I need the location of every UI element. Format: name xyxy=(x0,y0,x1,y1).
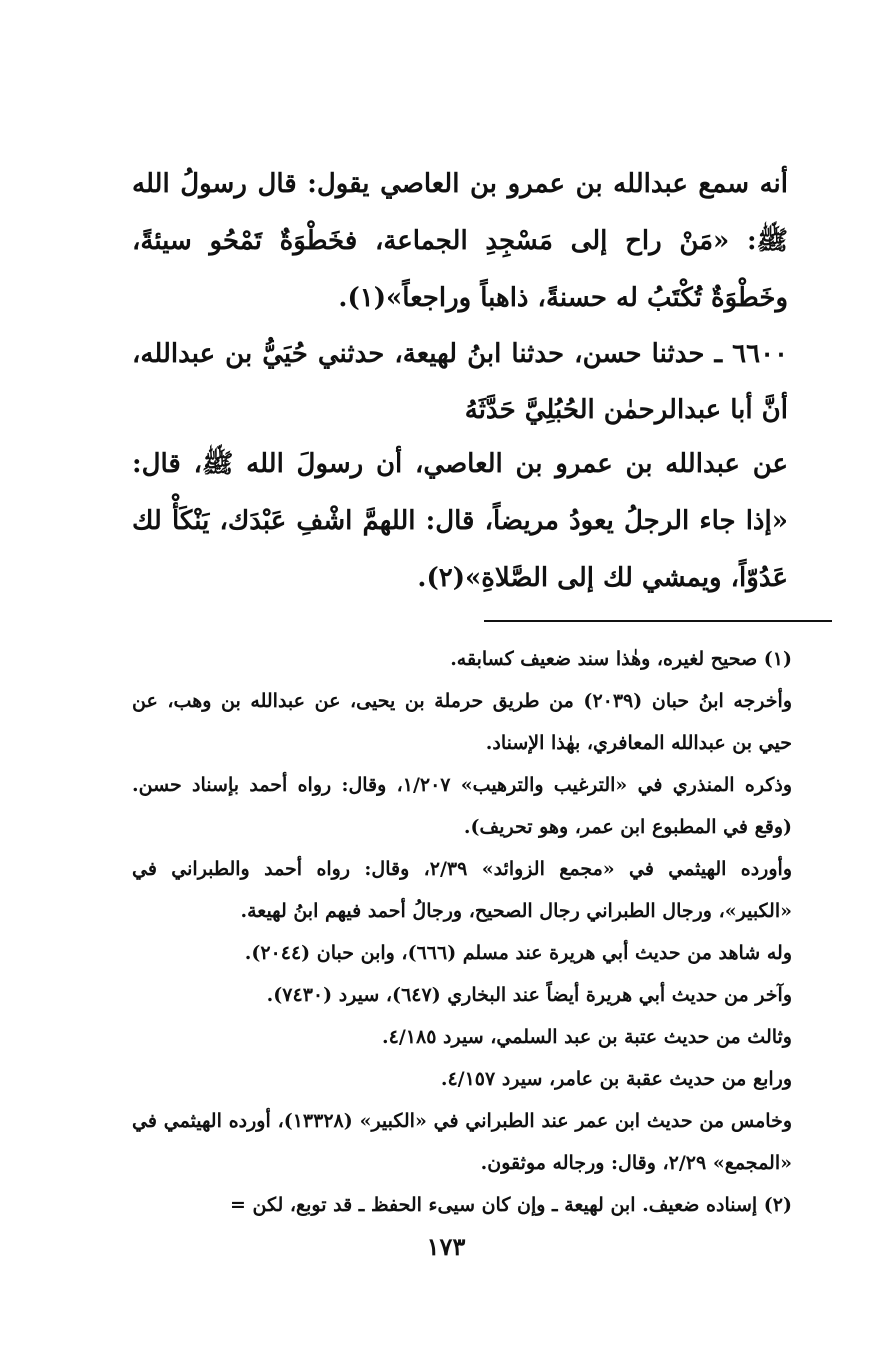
paragraph-3: عن عبدالله بن عمرو بن العاصي، أن رسولَ الله ﷺ، قال: «إذا جاء الرجلُ يعودُ مريضاً، قال: اللهمَّ اشْفِ عَبْدَك، يَنْكَأْ لك عَدُوّاً، ويمشي لك إلى الصَّلاةِ»(٢). xyxy=(132,449,788,593)
footnote-line: وخامس من حديث ابن عمر عند الطبراني في «الكبير» (١٣٣٢٨)، أورده الهيثمي في «المجمع» ٢/٢٩، وقال: ورجاله موثقون. xyxy=(132,1110,792,1174)
footnote-line: وله شاهد من حديث أبي هريرة عند مسلم (٦٦٦)، وابن حبان (٢٠٤٤). xyxy=(244,942,792,964)
paragraph-1: أنه سمع عبدالله بن عمرو بن العاصي يقول: قال رسولُ الله ﷺ: «مَنْ راح إلى مَسْجِدِ الجماعة، فخَطْوَةٌ تَمْحُو سيئةً، وخَطْوَةٌ تُكْتَبُ له حسنةً، ذاهباً وراجعاً»(١). xyxy=(132,169,788,313)
hadith-text-paragraph xyxy=(132,156,832,327)
footnote-line: ورابع من حديث عقبة بن عامر، سيرد ٤/١٥٧. xyxy=(440,1068,792,1090)
page-number: ١٧٣ xyxy=(426,1232,466,1261)
footnote-line: (١) صحيح لغيره، وهٰذا سند ضعيف كسابقه. xyxy=(450,648,792,670)
footnote-line: وذكره المنذري في «الترغيب والترهيب» ١/٢٠٧، وقال: رواه أحمد بإسناد حسن. (وقع في المطبوع ابن عمر، وهو تحريف). xyxy=(132,774,792,838)
footnote-line: وأخرجه ابنُ حبان (٢٠٣٩) من طريق حرملة بن يحيى، عن عبدالله بن وهب، عن حيي بن عبدالله المعافري، بهٰذا الإسناد. xyxy=(132,690,792,754)
paragraph-2: ٦٦٠٠ ـ حدثنا حسن، حدثنا ابنُ لهيعة، حدثني حُيَيُّ بن عبدالله، أنَّ أبا عبدالرحمٰن الحُبُلِيَّ حَدَّثَهُ xyxy=(132,339,788,425)
footnote-line: وثالث من حديث عتبة بن عبد السلمي، سيرد ٤/١٨٥. xyxy=(382,1026,792,1048)
footnotes-section xyxy=(132,638,832,1226)
footnote-divider xyxy=(484,620,832,622)
footnote-line: وأورده الهيثمي في «مجمع الزوائد» ٢/٣٩، وقال: رواه أحمد والطبراني في «الكبير»، ورجال الطبراني رجال الصحيح، ورجالُ أحمد فيهم ابنُ لهيعة. xyxy=(132,858,792,922)
footnote-line: (٢) إسناده ضعيف. ابن لهيعة ـ وإن كان سيىء الحفظ ـ قد توبع، لكن = xyxy=(229,1194,792,1216)
hadith-text-paragraph xyxy=(132,436,832,607)
footnote-line: وآخر من حديث أبي هريرة أيضاً عند البخاري (٦٤٧)، سيرد (٧٤٣٠). xyxy=(266,984,792,1006)
isnad-paragraph xyxy=(132,326,832,438)
